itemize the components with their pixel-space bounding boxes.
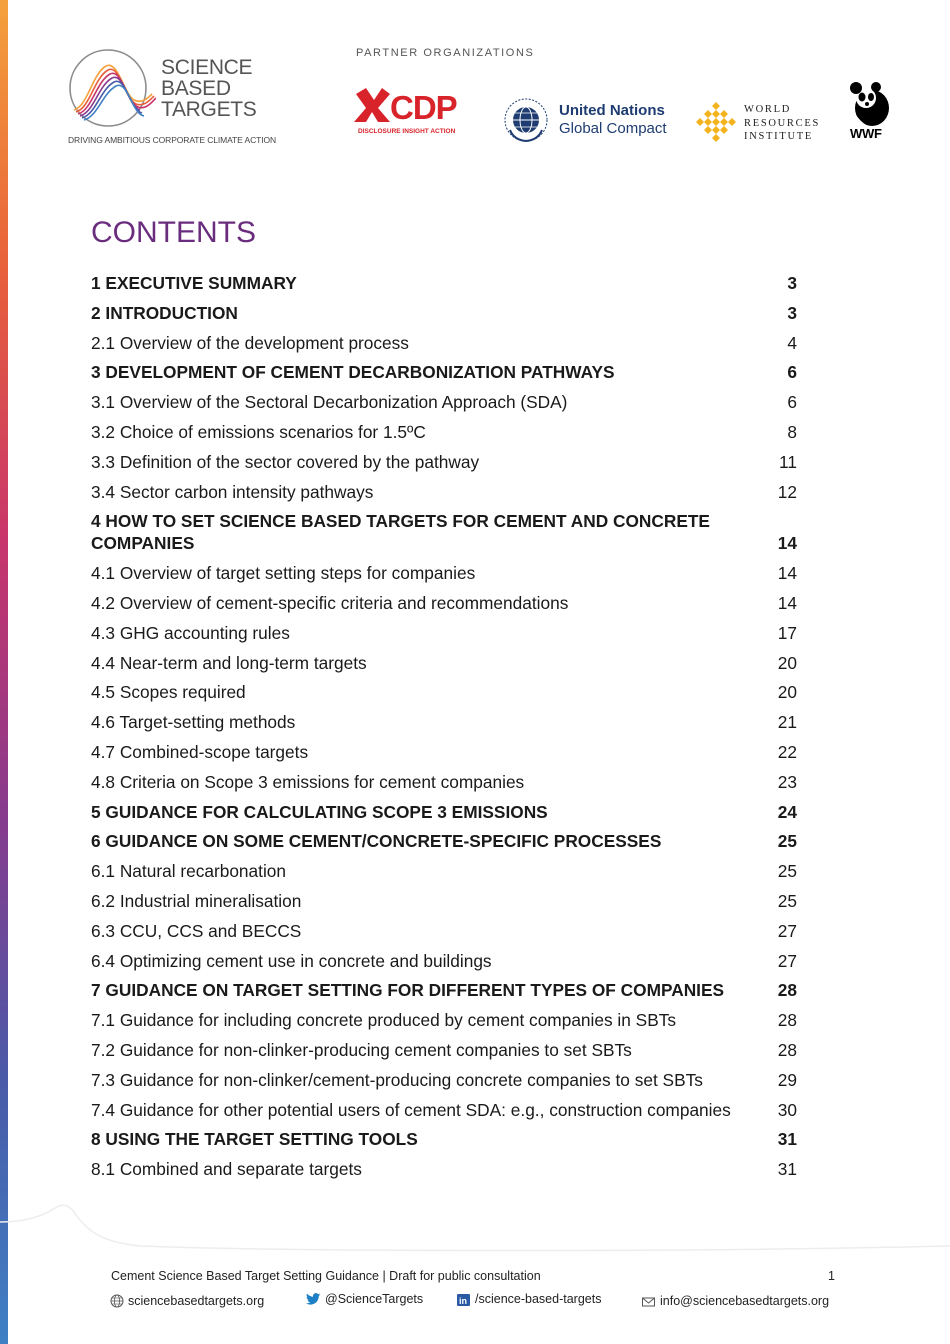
toc-entry-title: 4.1 Overview of target setting steps for companies [91, 563, 476, 584]
toc-entry-page-number: 25 [777, 831, 797, 852]
sbt-logo-line: TARGETS [161, 98, 257, 121]
toc-entry-title: 4 HOW TO SET SCIENCE BASED TARGETS FOR CEMENT AND CONCRETE COMPANIES [91, 511, 710, 554]
wri-logo [696, 100, 820, 144]
toc-entry-page-number: 25 [777, 861, 797, 882]
toc-entry-title: 7.3 Guidance for non-clinker/cement-producing concrete companies to set SBTs [91, 1069, 703, 1090]
toc-entry-page-number: 23 [777, 771, 797, 792]
toc-entry[interactable] [91, 950, 797, 972]
globe-icon [110, 1294, 124, 1308]
toc-entry[interactable] [91, 510, 797, 554]
toc-entry-page-number: 14 [777, 563, 797, 584]
toc-entry-title: 7 GUIDANCE ON TARGET SETTING FOR DIFFERENT TYPES OF COMPANIES [91, 980, 725, 1001]
toc-entry[interactable] [91, 1069, 797, 1091]
toc-entry-page-number: 27 [777, 950, 797, 971]
wwf-logo-text: WWF [850, 126, 882, 141]
toc-entry-title: 4.2 Overview of cement-specific criteria and recommendations [91, 592, 569, 613]
toc-entry-title: 6 GUIDANCE ON SOME CEMENT/CONCRETE-SPECIFIC PROCESSES [91, 831, 662, 852]
toc-entry-page-number: 12 [777, 481, 797, 502]
toc-entry-title: 2 INTRODUCTION [91, 302, 238, 323]
toc-entry-page-number: 8 [787, 421, 797, 442]
toc-entry-page-number: 24 [777, 801, 797, 822]
toc-entry-page-number: 28 [777, 980, 797, 1001]
toc-entry-title: 5 GUIDANCE FOR CALCULATING SCOPE 3 EMISSIONS [91, 801, 548, 822]
toc-entry-title: 3.3 Definition of the sector covered by the pathway [91, 451, 480, 472]
wri-logo-mark-icon [696, 100, 736, 142]
toc-entry[interactable] [91, 622, 797, 644]
footer-website-text: sciencebasedtargets.org [128, 1294, 265, 1308]
toc-entry-page-number: 29 [777, 1069, 797, 1090]
toc-entry[interactable] [91, 979, 797, 1001]
toc-entry-page-number: 28 [777, 1010, 797, 1031]
toc-entry[interactable] [91, 391, 797, 413]
wwf-logo [848, 82, 894, 144]
footer-linkedin-text: /science-based-targets [475, 1292, 602, 1306]
toc-entry-page-number: 31 [777, 1129, 797, 1150]
toc-entry-title: 6.4 Optimizing cement use in concrete and buildings [91, 950, 492, 971]
toc-entry[interactable] [91, 1099, 797, 1121]
footer-wave-decoration [0, 1200, 950, 1270]
cdp-logo-text: CDP [390, 89, 457, 126]
toc-entry-page-number: 6 [787, 392, 797, 413]
toc-entry-page-number: 3 [787, 273, 797, 293]
toc-entry-title: 8 USING THE TARGET SETTING TOOLS [91, 1129, 418, 1150]
toc-entry[interactable] [91, 562, 797, 584]
toc-entry[interactable] [91, 1009, 797, 1031]
toc-entry-page-number: 11 [779, 451, 797, 472]
toc-entry[interactable] [91, 652, 797, 674]
toc-entry-title: 4.8 Criteria on Scope 3 emissions for cement companies [91, 771, 525, 792]
table-of-contents [91, 272, 797, 1188]
toc-entry-page-number: 3 [787, 302, 797, 323]
toc-entry-title: 3.1 Overview of the Sectoral Decarbonization Approach (SDA) [91, 392, 568, 413]
toc-entry-page-number: 27 [777, 920, 797, 941]
toc-entry[interactable] [91, 332, 797, 354]
sbt-logo-line: SCIENCE [161, 56, 253, 79]
toc-entry[interactable] [91, 1158, 797, 1180]
toc-entry-page-number: 22 [777, 741, 797, 762]
wri-logo-line: INSTITUTE [744, 131, 813, 142]
toc-entry-title: 4.4 Near-term and long-term targets [91, 652, 367, 673]
footer-twitter-link[interactable] [306, 1292, 423, 1306]
toc-entry[interactable] [91, 481, 797, 503]
panda-icon [848, 82, 892, 128]
footer-email-text: info@sciencebasedtargets.org [660, 1294, 830, 1308]
toc-entry-page-number: 17 [777, 622, 797, 643]
cdp-logo-mark-icon [352, 86, 392, 126]
toc-entry[interactable] [91, 421, 797, 443]
sbt-logo-name [161, 57, 257, 120]
toc-entry-title: 4.6 Target-setting methods [91, 712, 296, 733]
toc-entry[interactable] [91, 272, 797, 294]
toc-entry-title: 6.1 Natural recarbonation [91, 861, 287, 882]
sbt-logo-line: BASED [161, 77, 231, 100]
toc-entry-title: 6.2 Industrial mineralisation [91, 890, 302, 911]
toc-entry[interactable] [91, 681, 797, 703]
cdp-logo-tagline: DISCLOSURE INSIGHT ACTION [358, 128, 456, 135]
toc-entry[interactable] [91, 890, 797, 912]
ungc-logo [500, 96, 675, 144]
un-globe-icon [500, 96, 554, 144]
sbt-logo [66, 44, 277, 149]
footer-email-link[interactable] [642, 1294, 829, 1308]
toc-entry-page-number: 14 [777, 592, 797, 613]
page-footer [0, 1200, 950, 1344]
toc-entry-title: 8.1 Combined and separate targets [91, 1159, 362, 1180]
contents-title: CONTENTS [91, 216, 256, 249]
toc-entry-title: 4.7 Combined-scope targets [91, 741, 309, 762]
toc-entry[interactable] [91, 830, 797, 852]
footer-website-link[interactable] [110, 1294, 264, 1308]
toc-entry-title: 3.4 Sector carbon intensity pathways [91, 481, 374, 502]
partner-organizations-label: PARTNER ORGANIZATIONS [356, 47, 535, 59]
toc-entry[interactable] [91, 592, 797, 614]
toc-entry-page-number: 6 [787, 362, 797, 383]
toc-entry-page-number: 20 [777, 652, 797, 673]
toc-entry[interactable] [91, 771, 797, 793]
footer-document-title: Cement Science Based Target Setting Guidance | Draft for public consultation [111, 1269, 541, 1283]
linkedin-icon [457, 1292, 471, 1306]
toc-entry-page-number: 25 [777, 890, 797, 911]
toc-entry[interactable] [91, 860, 797, 882]
svg-text:in: in [459, 1296, 467, 1306]
toc-entry-title: 4.5 Scopes required [91, 682, 246, 703]
toc-entry[interactable] [91, 361, 797, 383]
toc-entry-title: 7.1 Guidance for including concrete produced by cement companies in SBTs [91, 1010, 677, 1031]
ungc-logo-text [559, 102, 667, 138]
toc-entry-title: 2.1 Overview of the development process [91, 332, 409, 353]
toc-entry-page-number: 28 [777, 1039, 797, 1060]
wri-logo-line: RESOURCES [744, 117, 820, 129]
toc-entry[interactable] [91, 711, 797, 733]
toc-entry[interactable] [91, 741, 797, 763]
toc-entry[interactable] [91, 302, 797, 324]
wri-logo-line: WORLD [744, 104, 791, 115]
toc-entry[interactable] [91, 451, 797, 473]
ungc-logo-line-2: Global Compact [559, 120, 667, 137]
toc-entry-page-number: 4 [787, 332, 797, 353]
footer-twitter-text: @ScienceTargets [325, 1292, 424, 1306]
toc-entry-title: 4.3 GHG accounting rules [91, 622, 290, 643]
toc-entry-page-number: 20 [777, 682, 797, 703]
toc-entry-title: 7.4 Guidance for other potential users of cement SDA: e.g., construction companies [91, 1099, 731, 1120]
toc-entry[interactable] [91, 1128, 797, 1150]
toc-entry-title: 6.3 CCU, CCS and BECCS [91, 920, 302, 941]
toc-entry-page-number: 14 [777, 533, 797, 554]
toc-entry-title: 7.2 Guidance for non-clinker-producing cement companies to set SBTs [91, 1039, 632, 1060]
toc-entry-page-number: 31 [777, 1159, 797, 1180]
envelope-icon [642, 1296, 656, 1307]
sbt-logo-mark-icon [66, 44, 156, 134]
toc-entry-title: 1 EXECUTIVE SUMMARY [91, 273, 297, 293]
toc-entry-page-number: 30 [777, 1099, 797, 1120]
toc-entry-title: 3 DEVELOPMENT OF CEMENT DECARBONIZATION PATHWAYS [91, 362, 615, 383]
toc-entry[interactable] [91, 801, 797, 823]
toc-entry[interactable] [91, 920, 797, 942]
footer-page-number: 1 [828, 1269, 835, 1283]
ungc-logo-line-1: United Nations [559, 102, 665, 119]
toc-entry-page-number: 21 [777, 712, 797, 733]
sbt-logo-tagline: DRIVING AMBITIOUS CORPORATE CLIMATE ACTION [68, 135, 277, 145]
page-edge-color-bar [0, 0, 8, 1344]
footer-linkedin-link[interactable] [457, 1292, 601, 1306]
cdp-logo [352, 86, 467, 138]
toc-entry[interactable] [91, 1039, 797, 1061]
twitter-icon [306, 1293, 321, 1306]
wri-logo-text [744, 103, 820, 144]
toc-entry-title: 3.2 Choice of emissions scenarios for 1.5ºC [91, 421, 426, 442]
